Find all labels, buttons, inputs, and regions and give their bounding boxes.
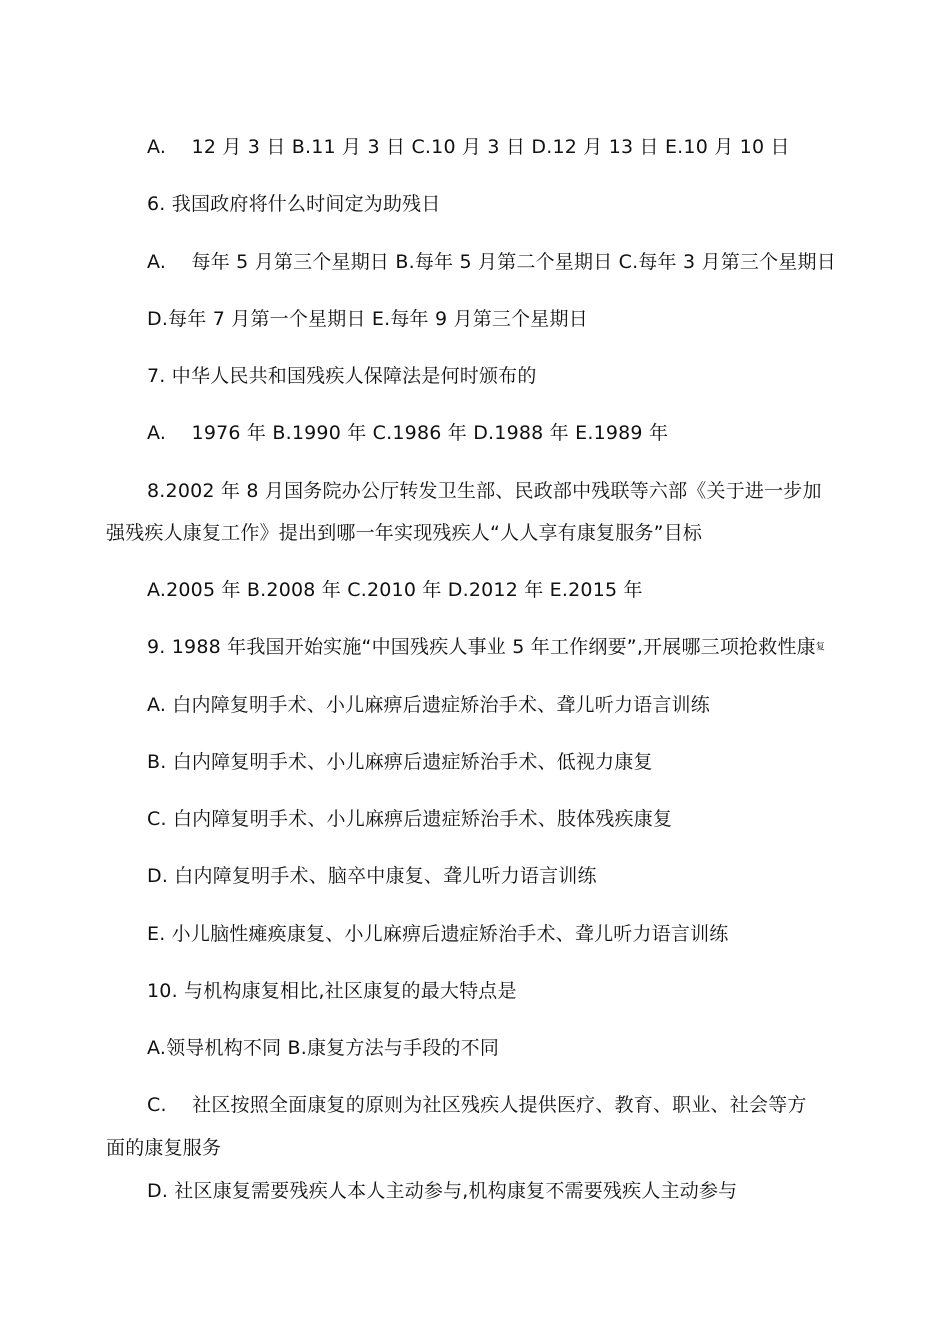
q10-option-c-line2: 面的康复服务 <box>106 1137 222 1159</box>
q7-question: 7. 中华人民共和国残疾人保障法是何时颁布的 <box>147 365 537 387</box>
q10-option-c-line1: C. 社区按照全面康复的原则为社区残疾人提供医疗、教育、职业、社会等方 <box>147 1094 807 1116</box>
q8-question-line2: 强残疾人康复工作》提出到哪一年实现残疾人“人人享有康复服务”目标 <box>106 522 703 544</box>
q9-option-a: A. 白内障复明手术、小儿麻痹后遗症矫治手术、聋儿听力语言训练 <box>147 694 710 716</box>
q5-options: A. 12 月 3 日 B.11 月 3 日 C.10 月 3 日 D.12 月 13 日 E.10 月 10 日 <box>147 136 790 158</box>
q10-options-ab: A.领导机构不同 B.康复方法与手段的不同 <box>147 1037 500 1059</box>
q6-question: 6. 我国政府将什么时间定为助残日 <box>147 193 441 215</box>
q6-options-line2: D.每年 7 月第一个星期日 E.每年 9 月第三个星期日 <box>147 308 588 330</box>
q9-option-e: E. 小儿脑性瘫痪康复、小儿麻痹后遗症矫治手术、聋儿听力语言训练 <box>147 923 729 945</box>
q10-option-d: D. 社区康复需要残疾人本人主动参与,机构康复不需要残疾人主动参与 <box>147 1180 738 1202</box>
q8-options: A.2005 年 B.2008 年 C.2010 年 D.2012 年 E.2015 年 <box>147 579 643 601</box>
q9-question <box>147 635 825 660</box>
q6-options-line1: A. 每年 5 月第三个星期日 B.每年 5 月第二个星期日 C.每年 3 月第三个星期日 <box>147 251 836 273</box>
q9-option-c: C. 白内障复明手术、小儿麻痹后遗症矫治手术、肢体残疾康复 <box>147 808 673 830</box>
q9-question-text: 9. 1988 年我国开始实施“中国残疾人事业 5 年工作纲要”,开展哪三项抢救性康 <box>147 636 816 658</box>
q8-question-line1: 8.2002 年 8 月国务院办公厅转发卫生部、民政部中残联等六部《关于进一步加 <box>147 480 822 502</box>
q9-option-b: B. 白内障复明手术、小儿麻痹后遗症矫治手术、低视力康复 <box>147 751 653 773</box>
q10-question: 10. 与机构康复相比,社区康复的最大特点是 <box>147 980 517 1002</box>
q7-options: A. 1976 年 B.1990 年 C.1986 年 D.1988 年 E.1989 年 <box>147 422 669 444</box>
q9-option-d: D. 白内障复明手术、脑卒中康复、聋儿听力语言训练 <box>147 865 597 887</box>
q9-truncated-mark: 复 <box>815 642 826 653</box>
